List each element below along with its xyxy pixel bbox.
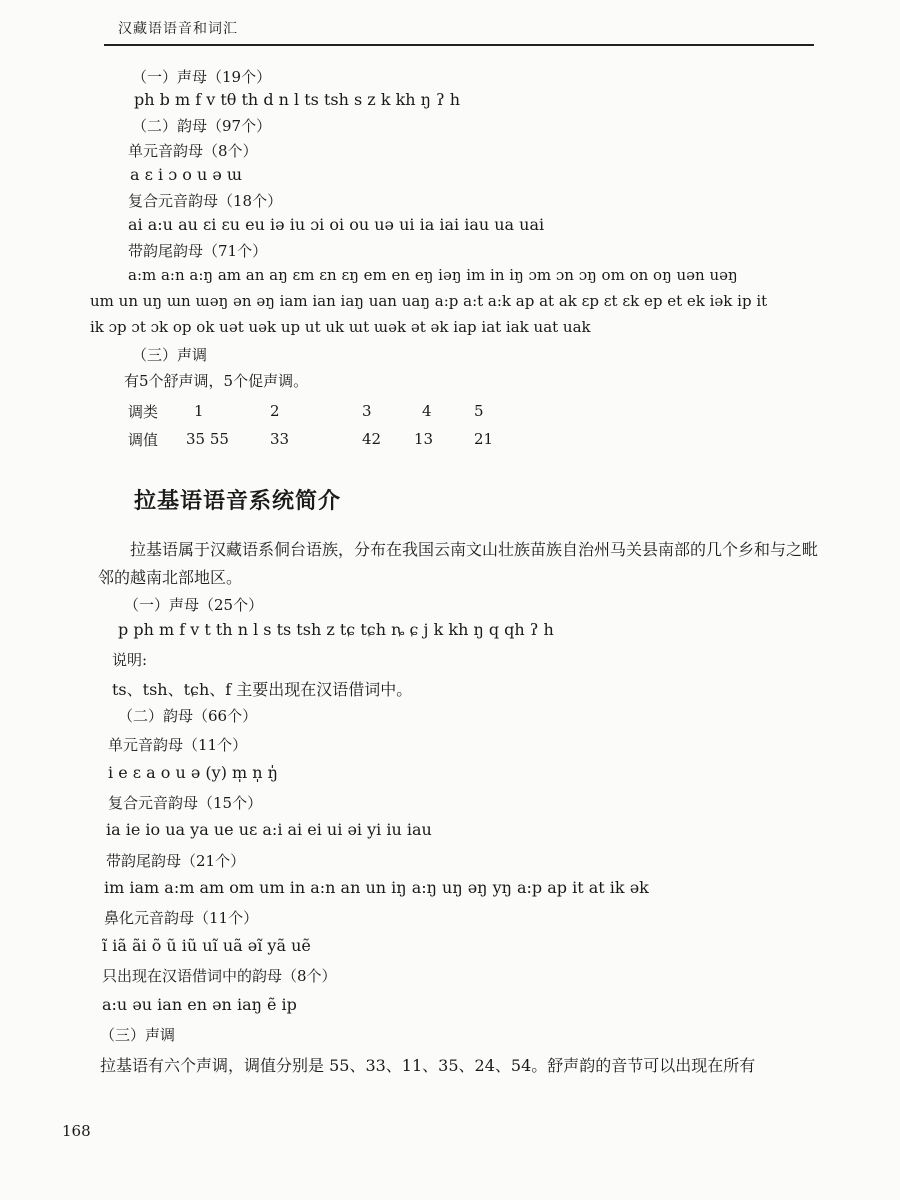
laji-coda-heading: 带韵尾韵母（21个） [106, 852, 246, 870]
monophthong-heading: 单元音韵母（8个） [128, 142, 258, 160]
tone-category-cell: 5 [474, 402, 484, 420]
laji-tones-description: 拉基语有六个声调，调值分别是 55、33、11、35、24、54。舒声韵的音节可以出现在所有 [100, 1056, 756, 1075]
tone-table [128, 397, 514, 453]
laji-finals-heading: （二）韵母（66个） [118, 707, 258, 725]
initials-list: ph b m f v tθ th d n l ts tsh s z k kh ŋ ʔ h [134, 90, 461, 109]
coda-list-line-1: a:m a:n a:ŋ am an aŋ ɛm ɛn ɛŋ em en eŋ iəŋ im in iŋ ɔm ɔn ɔŋ om on oŋ uən uəŋ [128, 266, 738, 284]
nasal-list: ĩ iã ãi õ ũ iũ uĩ uã əĩ yã uẽ [102, 936, 311, 955]
tone-value-label: 调值 [128, 430, 159, 449]
initials-heading: （一）声母（19个） [132, 68, 272, 86]
laji-tones-heading: （三）声调 [100, 1026, 176, 1044]
laji-coda-list: im iam a:m am om um in a:n an un iŋ a:ŋ uŋ əŋ yŋ a:p ap it at ik ək [104, 878, 649, 897]
laji-compound-heading: 复合元音韵母（15个） [108, 794, 263, 812]
intro-paragraph: 拉基语属于汉藏语系侗台语族，分布在我国云南文山壮族苗族自治州马关县南部的几个乡和与之毗邻的越南北部地区。 [98, 540, 819, 587]
laji-monophthong-heading: 单元音韵母（11个） [108, 736, 248, 754]
page-number: 168 [62, 1122, 91, 1140]
loan-heading: 只出现在汉语借词中的韵母（8个） [102, 967, 337, 985]
header-rule [104, 44, 814, 46]
note-text: ts、tsh、tɕh、f 主要出现在汉语借词中。 [112, 680, 413, 699]
monophthong-list: a ɛ i ɔ o u ə ɯ [130, 165, 243, 184]
coda-list-line-3: ik ɔp ɔt ɔk op ok uət uək up ut uk ɯt ɯək ət ək iap iat iak uat uak [90, 318, 591, 336]
loan-list: a:u əu ian en ən iaŋ ẽ ip [102, 995, 297, 1014]
tone-value-row [128, 425, 514, 453]
tone-category-row [128, 397, 514, 425]
coda-list-line-2: um un uŋ ɯn ɯəŋ ən əŋ iam ian iaŋ uan uaŋ a:p a:t a:k ap at ak ɛp ɛt ɛk ep et ek iək ip it [90, 292, 768, 310]
tone-category-label: 调类 [128, 402, 159, 421]
compound-list: ai a:u au ɛi ɛu eu iə iu ɔi oi ou uə ui ia iai iau ua uai [128, 215, 545, 234]
running-head: 汉藏语语音和词汇 [118, 21, 238, 37]
coda-heading: 带韵尾韵母（71个） [128, 242, 268, 260]
laji-monophthong-list: i e ɛ a o u ə (y) m̩ n̩ ŋ̍ [108, 763, 278, 782]
laji-initials-heading: （一）声母（25个） [124, 596, 264, 614]
tone-category-cell: 3 [362, 402, 372, 420]
tone-value-cell: 35 55 [186, 430, 229, 448]
tones-description: 有5个舒声调，5个促声调。 [124, 372, 309, 390]
tone-category-cell: 1 [194, 402, 204, 420]
laji-initials-list: p ph m f v t th n l s ts tsh z tɕ tɕh ȵ ɕ j k kh ŋ q qh ʔ h [118, 620, 554, 639]
tone-category-cell: 2 [270, 402, 280, 420]
note-label: 说明: [112, 651, 148, 669]
nasal-heading: 鼻化元音韵母（11个） [104, 909, 259, 927]
finals-heading: （二）韵母（97个） [132, 117, 272, 135]
tone-category-cell: 4 [422, 402, 432, 420]
laji-compound-list: ia ie io ua ya ue uɛ a:i ai ei ui əi yi iu iau [106, 820, 432, 839]
section-title: 拉基语语音系统简介 [134, 489, 342, 514]
tone-value-cell: 21 [474, 430, 494, 448]
tone-value-cell: 33 [270, 430, 290, 448]
compound-heading: 复合元音韵母（18个） [128, 192, 283, 210]
tone-value-cell: 13 [414, 430, 434, 448]
tones-heading: （三）声调 [132, 346, 208, 364]
tone-value-cell: 42 [362, 430, 382, 448]
